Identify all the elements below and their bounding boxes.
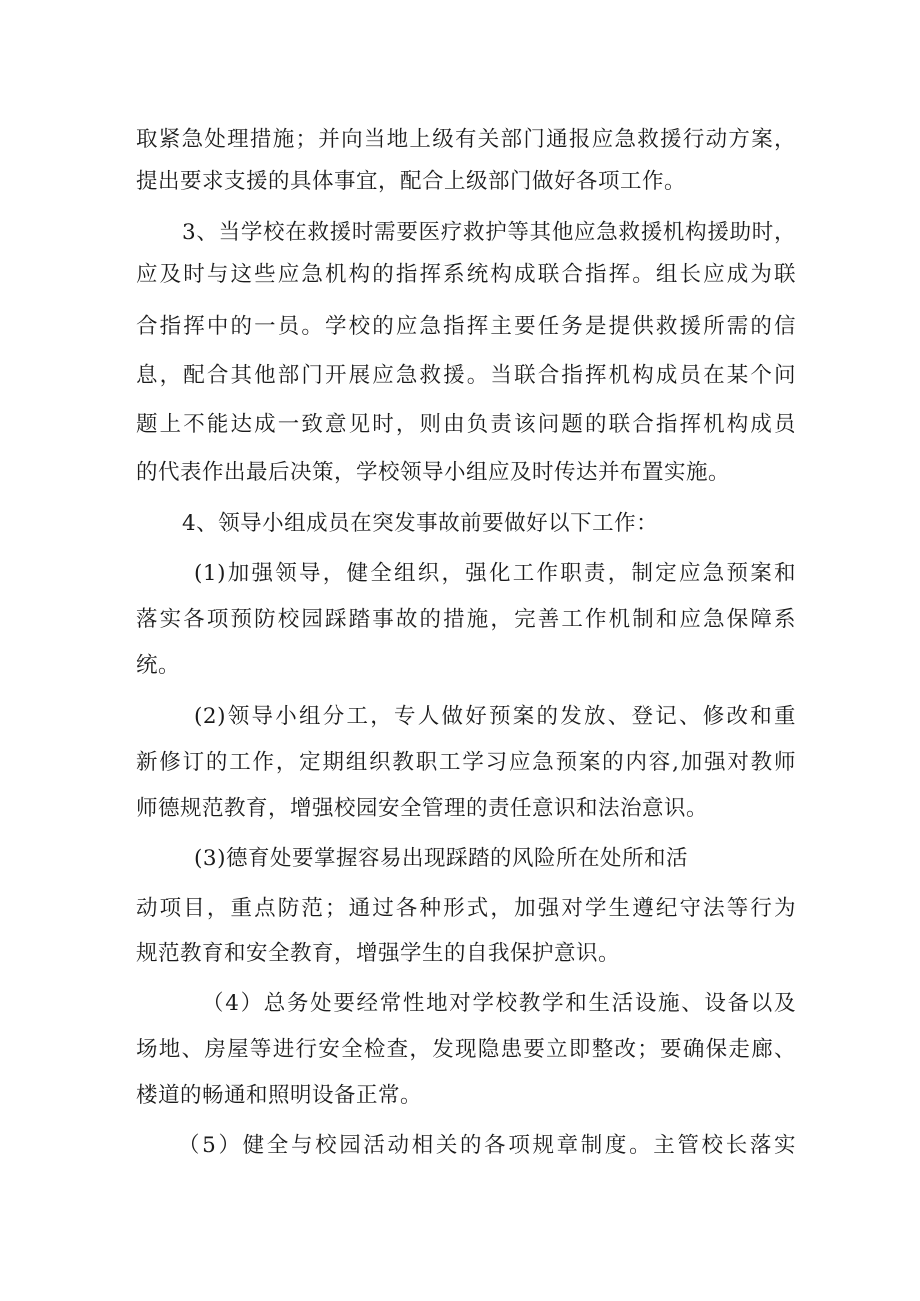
text-line: 取紧急处理措施；并向当地上级有关部门通报应急救援行动方案， [136,127,796,152]
text-line: 题上不能达成一致意见时，则由负责该问题的联合指挥机构成员 [136,412,796,437]
text-line: 师德规范教育，增强校园安全管理的责任意识和法治意识。 [136,796,709,821]
paragraph-item-4-heading: 4、领导小组成员在突发事故前要做好以下工作： [182,511,659,536]
text-line: 落实各项预防校园踩踏事故的措施，完善工作机制和应急保障系 [136,607,796,632]
text-line: 动项目，重点防范；通过各种形式，加强对学生遵纪守法等行为 [136,896,796,921]
text-line: 新修订的工作，定期组织教职工学习应急预案的内容,加强对教师 [136,750,796,775]
sub-item-5-start: （5）健全与校园活动相关的各项规章制度。主管校长落实 [178,1133,796,1158]
paragraph-item-3-start: 3、当学校在救援时需要医疗救护等其他应急救援机构援助时， [182,220,796,245]
text-line: 统。 [136,653,181,678]
sub-item-1-start: (1)加强领导，健全组织，强化工作职责，制定应急预案和 [194,561,796,586]
text-line: 息，配合其他部门开展应急救援。当联合指挥机构成员在某个问 [136,363,796,388]
text-line: 楼道的畅通和照明设备正常。 [136,1083,423,1108]
sub-item-3-start: (3)德育处要掌握容易出现踩踏的风险所在处所和活 [194,846,688,871]
sub-item-2-start: (2)领导小组分工，专人做好预案的发放、登记、修改和重 [194,704,796,729]
text-line: 规范教育和安全教育，增强学生的自我保护意识。 [136,941,621,966]
text-line: 提出要求支援的具体事宜，配合上级部门做好各项工作。 [136,169,687,194]
text-line: 合指挥中的一员。学校的应急指挥主要任务是提供救援所需的信 [136,314,796,339]
text-line: 的代表作出最后决策，学校领导小组应及时传达并布置实施。 [136,460,731,485]
text-line: 场地、房屋等进行安全检查，发现隐患要立即整改；要确保走廊、 [136,1037,796,1062]
text-line: 应及时与这些应急机构的指挥系统构成联合指挥。组长应成为联 [136,262,796,287]
sub-item-4-start: （4）总务处要经常性地对学校教学和生活设施、设备以及 [202,991,796,1016]
